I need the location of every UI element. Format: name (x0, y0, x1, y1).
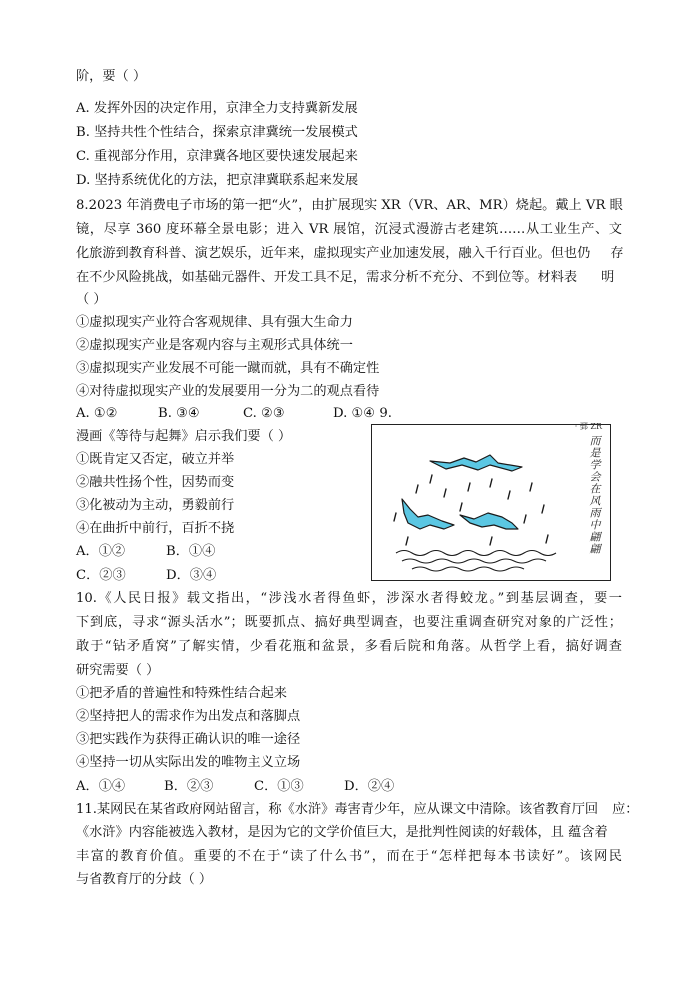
q10-item-4: ④坚持一切从实际出发的唯物主义立场 (76, 755, 301, 770)
dancer-left-figure (402, 499, 454, 529)
q10-line-4: 研究需要（ ） (76, 663, 160, 678)
q7-option-b: B. 坚持共性个性结合，探索京津冀统一发展模式 (76, 125, 358, 140)
q11-line-2: 《水浒》内容能被选入教材，是因为它的文学价值巨大，是批判性阅读的好载体，且 蕴含着 (76, 825, 608, 840)
q11-line-4: 与省教育厅的分歧（ ） (76, 872, 213, 887)
cartoon-drawing (372, 425, 612, 582)
q8-line-2: 镜，尽享 360 度环幕全景电影；进入 VR 展馆，沉浸式漫游古老建筑……从工业生产、文 (76, 222, 622, 237)
q8-option-b: B. ③④ (158, 406, 200, 421)
q10-line-2: 下到底，寻求“源头活水”；既要抓点、搞好典型调查，也要注重调查研究对象的广泛性； (76, 615, 622, 630)
q8-item-4: ④对待虚拟现实产业的发展要用一分为二的观点看待 (76, 384, 380, 399)
q9-option-b: B．①④ (166, 544, 216, 559)
q11-line-3: 丰富的教育价值。重要的不在于“读了什么书”，而在于“怎样把每本书读好”。该网民 (76, 849, 622, 864)
q9-option-d: D．③④ (166, 568, 217, 583)
q10-option-c: C．①③ (254, 779, 304, 794)
q10-item-2: ②坚持把人的需求作为出发点和落脚点 (76, 709, 301, 724)
q10-item-1: ①把矛盾的普遍性和特殊性结合起来 (76, 686, 287, 701)
q8-item-1: ①虚拟现实产业符合客观规律、具有强大生命力 (76, 315, 353, 330)
dancer-right-figure (460, 513, 518, 529)
q9-item-4: ④在曲折中前行，百折不挠 (76, 521, 235, 536)
q8-line-1: 8.2023 年消费电子市场的第一把“火”，由扩展现实 XR（VR、AR、MR）烧起。戴上 VR 眼 (76, 198, 623, 213)
q10-item-3: ③把实践作为获得正确认识的唯一途径 (76, 732, 301, 747)
q9-item-3: ③化被动为主动，勇毅前行 (76, 498, 235, 513)
q8-option-a: A. ①② (76, 406, 118, 421)
q8-line-3: 化旅游到教育科普、演艺娱乐，近年来，虚拟现实产业加速发展，融入千行百业。但也仍 存 (76, 246, 624, 261)
q7-option-d: D. 坚持系统优化的方法，把京津冀联系起来发展 (76, 173, 359, 188)
q7-stem-tail: 阶，要（ ） (76, 69, 147, 84)
q10-option-a: A．①④ (76, 779, 126, 794)
q9-item-1: ①既肯定又否定，破立并举 (76, 452, 235, 467)
rain-drops (394, 475, 548, 545)
q10-line-3: 敢于“钻矛盾窝”了解实情，少看花瓶和盆景，多看后院和角落。从哲学上看，搞好调查 (76, 639, 622, 654)
cartoon-image (371, 424, 611, 581)
q10-option-d: D．②④ (344, 779, 395, 794)
cartoon-mark: · 鄄 ZR (574, 422, 602, 431)
q8-blank: （ ） (76, 292, 107, 307)
cartoon-caption: 而是学会在风雨中翩翩 (588, 435, 601, 555)
dancer-upper-figure (430, 455, 522, 471)
q7-option-a: A. 发挥外因的决定作用，京津全力支持冀新发展 (76, 101, 358, 116)
q9-item-2: ②融共性扬个性，因势而变 (76, 475, 235, 490)
q9-stem: 漫画《等待与起舞》启示我们要（ ） (76, 429, 292, 444)
q8-line-4: 在不少风险挑战，如基础元器件、开发工具不足，需求分析不充分、不到位等。材料表 明 (76, 270, 615, 285)
q8-option-c: C. ②③ (243, 406, 285, 421)
q8-item-2: ②虚拟现实产业是客观内容与主观形式具体统一 (76, 338, 353, 353)
q10-line-1: 10.《人民日报》载文指出，“涉浅水者得鱼虾，涉深水者得蛟龙。”到基层调查，要一 (76, 591, 622, 606)
q9-option-a: A．①② (76, 544, 126, 559)
q8-item-3: ③虚拟现实产业发展不可能一蹴而就，具有不确定性 (76, 361, 380, 376)
q10-option-b: B．②③ (164, 779, 214, 794)
q9-option-c: C．②③ (76, 568, 126, 583)
water-waves (396, 551, 556, 572)
q7-option-c: C. 重视部分作用，京津冀各地区要快速发展起来 (76, 149, 358, 164)
q8-option-d: D. ①④ 9. (333, 406, 392, 421)
q11-line-1: 11.某网民在某省政府网站留言，称《水浒》毒害青少年，应从课文中清除。该省教育厅回 应： (76, 802, 639, 817)
